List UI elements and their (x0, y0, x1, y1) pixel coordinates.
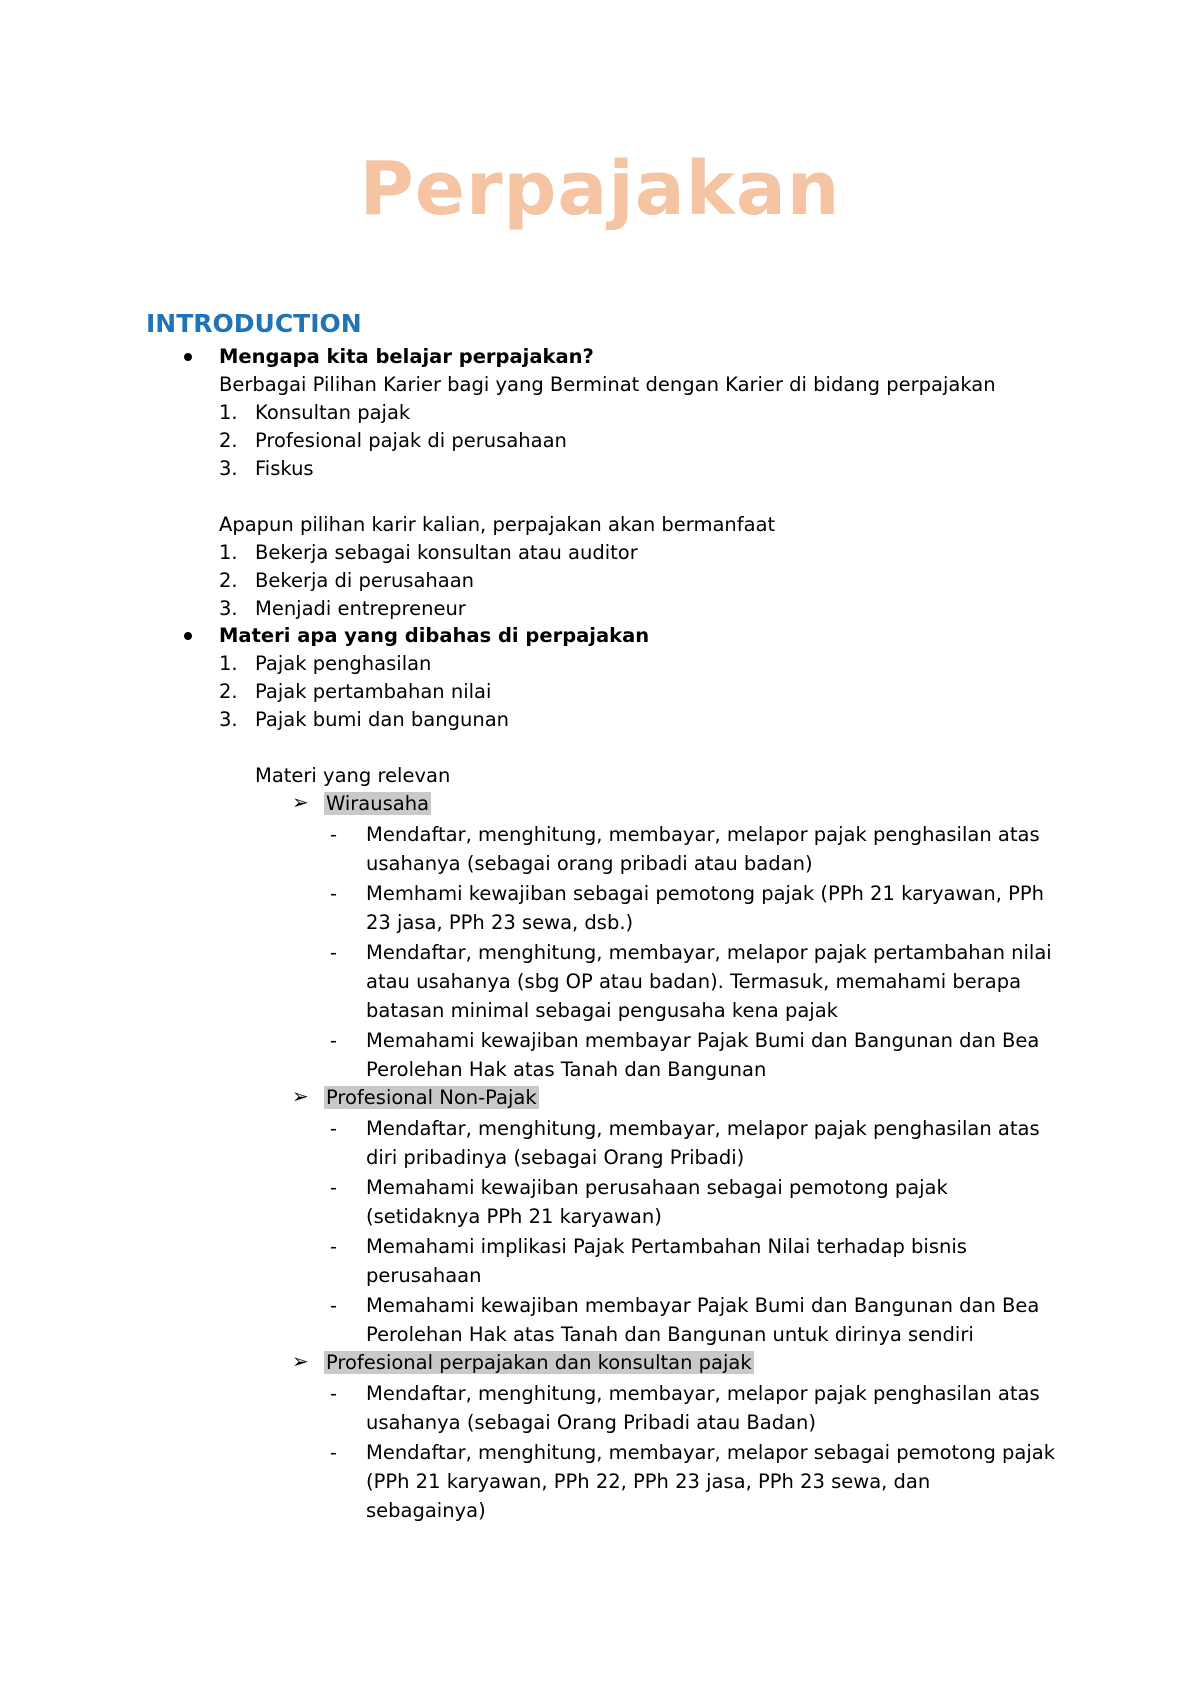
dash-bullet: - (330, 1294, 338, 1317)
group-item-line: usahanya (sebagai Orang Pribadi atau Badan) (366, 1411, 817, 1434)
list-item: Profesional pajak di perusahaan (255, 429, 567, 452)
dash-bullet: - (330, 1117, 338, 1140)
group-item-line: Memahami kewajiban membayar Pajak Bumi dan Bangunan dan Bea (366, 1029, 1040, 1052)
group-item-line: Mendaftar, menghitung, membayar, melapor pajak pertambahan nilai (366, 941, 1052, 964)
group-item-line: Mendaftar, menghitung, membayar, melapor pajak penghasilan atas (366, 823, 1040, 846)
careers-intro: Berbagai Pilihan Karier bagi yang Berminat dengan Karier di bidang perpajakan (219, 373, 996, 396)
list-number: 1. (219, 401, 238, 424)
list-item: Konsultan pajak (255, 401, 411, 424)
dash-bullet: - (330, 1029, 338, 1052)
bullet-icon (184, 353, 192, 361)
arrow-bullet-icon: ➢ (292, 1084, 309, 1108)
dash-bullet: - (330, 1235, 338, 1258)
group-item-line: Memahami kewajiban membayar Pajak Bumi dan Bangunan dan Bea (366, 1294, 1040, 1317)
document-title: Perpajakan (359, 146, 841, 232)
group-item-line: Mendaftar, menghitung, membayar, melapor sebagai pemotong pajak (366, 1441, 1056, 1464)
group-item-line: 23 jasa, PPh 23 sewa, dsb.) (366, 911, 634, 934)
group-item-line: (PPh 21 karyawan, PPh 22, PPh 23 jasa, PPh 23 sewa, dan (366, 1470, 931, 1493)
list-item: Bekerja di perusahaan (255, 569, 475, 592)
group-item-line: atau usahanya (sbg OP atau badan). Termasuk, memahami berapa (366, 970, 1022, 993)
dash-bullet: - (330, 882, 338, 905)
list-item: Menjadi entrepreneur (255, 597, 466, 620)
group-item-line: diri pribadinya (sebagai Orang Pribadi) (366, 1146, 745, 1169)
group-item-line: Mendaftar, menghitung, membayar, melapor pajak penghasilan atas (366, 1382, 1040, 1405)
arrow-bullet-icon: ➢ (292, 1349, 309, 1373)
group-item-line: perusahaan (366, 1264, 482, 1287)
group-item-line: Memhami kewajiban sebagai pemotong pajak (PPh 21 karyawan, PPh (366, 882, 1045, 905)
list-number: 3. (219, 708, 238, 731)
group-item-line: Memahami kewajiban perusahaan sebagai pemotong pajak (366, 1176, 948, 1199)
group-item-line: usahanya (sebagai orang pribadi atau badan) (366, 852, 813, 875)
list-item: Fiskus (255, 457, 314, 480)
question-1: Mengapa kita belajar perpajakan? (219, 345, 594, 368)
list-number: 3. (219, 457, 238, 480)
group-label: Wirausaha (326, 792, 430, 815)
list-number: 1. (219, 652, 238, 675)
list-number: 2. (219, 680, 238, 703)
group-item-line: (setidaknya PPh 21 karyawan) (366, 1205, 662, 1228)
group-item-line: Mendaftar, menghitung, membayar, melapor pajak penghasilan atas (366, 1117, 1040, 1140)
group-item-line: Perolehan Hak atas Tanah dan Bangunan (366, 1058, 767, 1081)
list-number: 2. (219, 429, 238, 452)
dash-bullet: - (330, 1441, 338, 1464)
list-number: 3. (219, 597, 238, 620)
group-label: Profesional Non-Pajak (326, 1086, 537, 1109)
list-item: Bekerja sebagai konsultan atau auditor (255, 541, 638, 564)
group-item-line: sebagainya) (366, 1499, 486, 1522)
list-number: 2. (219, 569, 238, 592)
bullet-icon (184, 632, 192, 640)
arrow-bullet-icon: ➢ (292, 790, 309, 814)
section-heading: INTRODUCTION (146, 309, 362, 338)
list-item: Pajak penghasilan (255, 652, 432, 675)
group-label: Profesional perpajakan dan konsultan pajak (326, 1351, 752, 1374)
list-number: 1. (219, 541, 238, 564)
list-item: Pajak pertambahan nilai (255, 680, 492, 703)
dash-bullet: - (330, 823, 338, 846)
dash-bullet: - (330, 1176, 338, 1199)
list-item: Pajak bumi dan bangunan (255, 708, 510, 731)
benefit-intro: Apapun pilihan karir kalian, perpajakan akan bermanfaat (219, 513, 776, 536)
dash-bullet: - (330, 941, 338, 964)
group-item-line: Memahami implikasi Pajak Pertambahan Nilai terhadap bisnis (366, 1235, 967, 1258)
dash-bullet: - (330, 1382, 338, 1405)
question-2: Materi apa yang dibahas di perpajakan (219, 624, 650, 647)
group-item-line: Perolehan Hak atas Tanah dan Bangunan untuk dirinya sendiri (366, 1323, 974, 1346)
relevant-label: Materi yang relevan (255, 764, 451, 787)
group-item-line: batasan minimal sebagai pengusaha kena pajak (366, 999, 838, 1022)
